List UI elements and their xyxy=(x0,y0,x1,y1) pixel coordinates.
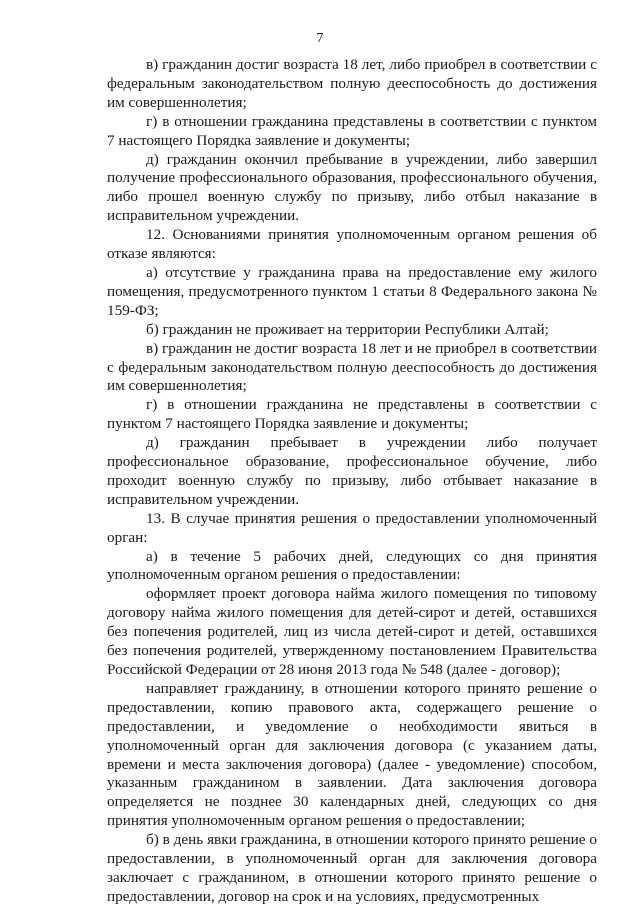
clause-13-a-notification: направляет гражданину, в отношении которого принято решение о предоставлении, копию правового акта, содержащего решение о предоставлении, и уведомление о необходимости явиться в уполномоченный орган для заключения договора (с указанием даты, времени и места заключения договора) (далее - уведомление) способом, указанным гражданином в заявлении. Дата заключения договора определяется не позднее 30 календарных дней, следующих со дня принятия уполномоченным органом решения о предоставлении; xyxy=(107,679,597,830)
clause-13-b: б) в день явки гражданина, в отношении которого принято решение о предоставлении, в уполномоченный орган для заключения договора заключает с гражданином, в отношении которого принято решение о предоставлении, договор на срок и на условиях, предусмотренных xyxy=(107,831,597,905)
clause-12-b: б) гражданин не проживает на территории Республики Алтай; xyxy=(146,320,549,338)
clause-13-a: а) в течение 5 рабочих дней, следующих со дня принятия уполномоченным органом решения о предоставлении: xyxy=(107,547,597,584)
clause-12-v: в) гражданин не достиг возраста 18 лет и не приобрел в соответствии с федеральным законодательством полную дееспособность до достижения им совершеннолетия; xyxy=(107,339,597,395)
clause-12-a: а) отсутствие у гражданина права на предоставление ему жилого помещения, предусмотренного пунктом 1 статьи 8 Федерального закона № 159-ФЗ; xyxy=(107,263,597,319)
document-body xyxy=(107,56,597,907)
clause-11-g: г) в отношении гражданина представлены в соответствии с пунктом 7 настоящего Порядка заявление и документы; xyxy=(107,112,597,149)
clause-11-d: д) гражданин окончил пребывание в учреждении, либо завершил получение профессионального образования, профессионального обучения, либо прошел военную службу по призыву, либо отбыл наказание в исправительном учреждении. xyxy=(107,150,597,225)
clause-13-heading: 13. В случае принятия решения о предоставлении уполномоченный орган: xyxy=(107,509,597,546)
clause-12-g: г) в отношении гражданина не представлены в соответствии с пунктом 7 настоящего Порядка заявление и документы; xyxy=(107,396,597,433)
page-number: 7 xyxy=(316,31,324,46)
clause-11-v: в) гражданин достиг возраста 18 лет, либо приобрел в соответствии с федеральным законодательством полную дееспособность до достижения им совершеннолетия; xyxy=(107,56,597,111)
clause-12-heading: 12. Основаниями принятия уполномоченным органом решения об отказе являются: xyxy=(107,226,597,263)
clause-13-a-draft-contract: оформляет проект договора найма жилого помещения по типовому договору найма жилого помещения для детей-сирот и детей, оставшихся без попечения родителей, лиц из числа детей-сирот и детей, оставшихся без попечения родителей, утвержденному постановлением Правительства Российской Федерации от 28 июня 2013 года № 548 (далее - договор); xyxy=(107,585,597,678)
clause-12-d: д) гражданин пребывает в учреждении либо получает профессиональное образование, профессиональное обучение, либо проходит военную службу по призыву, либо отбывает наказание в исправительном учреждении. xyxy=(107,434,597,508)
